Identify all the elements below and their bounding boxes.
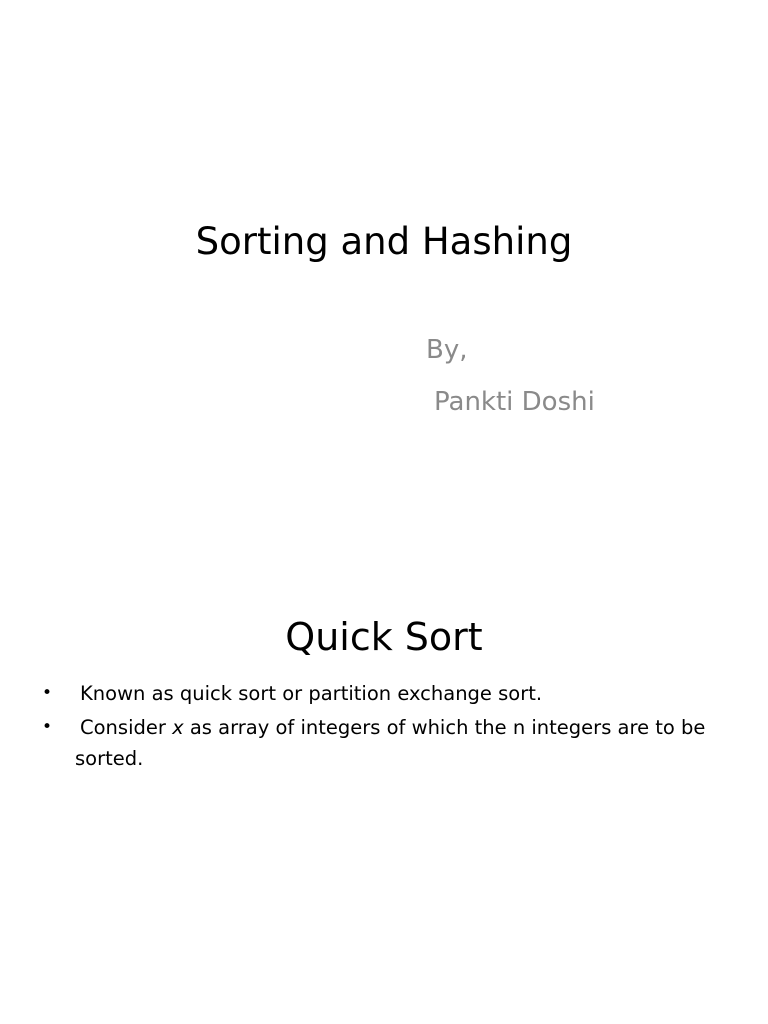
bullet-text-start: Consider [80,716,173,739]
bullet-variable: x [172,716,184,739]
slide-title: Quick Sort [285,615,483,659]
bullet-marker: • [42,683,53,703]
quick-sort-slide [0,512,768,1024]
bullet-text: Known as quick sort or partition exchange sort. [80,682,543,705]
presentation-title: Sorting and Hashing [195,220,573,263]
author-name: Pankti Doshi [434,387,595,417]
author-block [426,332,595,420]
by-label: By, [426,335,468,365]
bullet-item [42,712,732,774]
bullet-list [42,678,732,777]
bullet-item [42,678,732,709]
bullet-text-end: as array of integers of which the n integers are to be sorted. [75,716,706,770]
bullet-marker: • [42,717,53,737]
